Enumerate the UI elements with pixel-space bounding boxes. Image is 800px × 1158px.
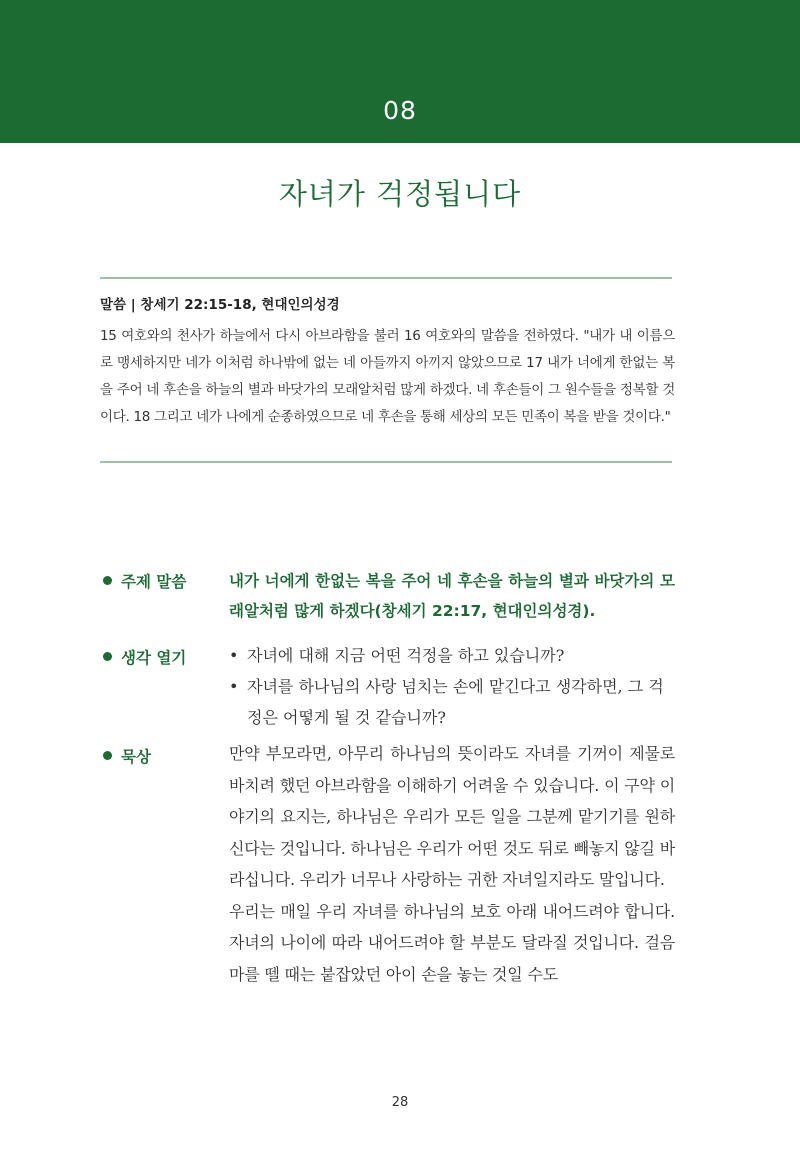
theme-label: 주제 말씀 bbox=[121, 573, 187, 591]
bottom-divider bbox=[100, 461, 672, 463]
page-title: 자녀가 걱정됩니다 bbox=[278, 177, 522, 211]
theme-content bbox=[229, 566, 675, 626]
meditation-label-row bbox=[103, 745, 151, 767]
chapter-number: 08 bbox=[383, 96, 417, 125]
top-divider bbox=[100, 277, 672, 279]
list-item bbox=[229, 671, 675, 733]
theme-label-row bbox=[103, 570, 186, 592]
bullet-dot-icon bbox=[103, 751, 112, 760]
opening-content bbox=[229, 640, 675, 733]
list-bullet: • bbox=[229, 677, 239, 696]
bullet-dot-icon bbox=[103, 652, 112, 661]
opening-question-list bbox=[229, 640, 675, 733]
opening-question-2: 자녀를 하나님의 사랑 넘치는 손에 맡긴다고 생각하면, 그 걱정은 어떻게 될 것 같습니까? bbox=[247, 677, 664, 727]
meditation-label: 묵상 bbox=[121, 748, 151, 766]
list-bullet: • bbox=[229, 646, 239, 665]
opening-label-row bbox=[103, 646, 186, 668]
opening-label: 생각 열기 bbox=[121, 649, 187, 667]
bullet-dot-icon bbox=[103, 576, 112, 585]
scripture-reference: 말씀 | 창세기 22:15-18, 현대인의성경 bbox=[100, 297, 340, 313]
scripture-text: 15 여호와의 천사가 하늘에서 다시 아브라함을 불러 16 여호와의 말씀을 전하였다. "내가 내 이름으로 맹세하지만 네가 이처럼 하나밖에 없는 네 아들까지 아끼지 않았으므로 17 내가 너에게 한없는 복을 주어 네 후손을 하늘의 별과 바닷가의 모래알처럼 많게 하겠다. 네 후손들이 그 원수들을 정복할 것이다. 18 그리고 네가 나에게 순종하였으므로 네 후손을 통해 세상의 모든 민족이 복을 받을 것이다." bbox=[100, 328, 675, 425]
chapter-header-band bbox=[0, 0, 800, 143]
theme-text: 내가 너에게 한없는 복을 주어 네 후손을 하늘의 별과 바닷가의 모래알처럼 많게 하겠다(창세기 22:17, 현대인의성경). bbox=[229, 572, 675, 620]
meditation-paragraph-2: 우리는 매일 우리 자녀를 하나님의 보호 아래 내어드려야 합니다. 자녀의 나이에 따라 내어드려야 할 부분도 달라질 것입니다. 걸음마를 뗄 때는 붙잡았던 아이 손을 놓는 것일 수도 bbox=[229, 901, 675, 984]
list-item bbox=[229, 640, 675, 671]
page-number: 28 bbox=[391, 1095, 409, 1110]
meditation-content bbox=[229, 738, 675, 990]
meditation-paragraph-1: 만약 부모라면, 아무리 하나님의 뜻이라도 자녀를 기꺼이 제물로 바치려 했던 아브라함을 이해하기 어려울 수 있습니다. 이 구약 이야기의 요지는, 하나님은 우리가 모든 일을 그분께 맡기기를 원하신다는 것입니다. 하나님은 우리가 어떤 것도 뒤로 빼놓지 않길 바라십니다. 우리가 너무나 사랑하는 귀한 자녀일지라도 말입니다. bbox=[229, 744, 675, 889]
opening-question-1: 자녀에 대해 지금 어떤 걱정을 하고 있습니까? bbox=[247, 646, 565, 665]
scripture-box bbox=[100, 293, 675, 431]
